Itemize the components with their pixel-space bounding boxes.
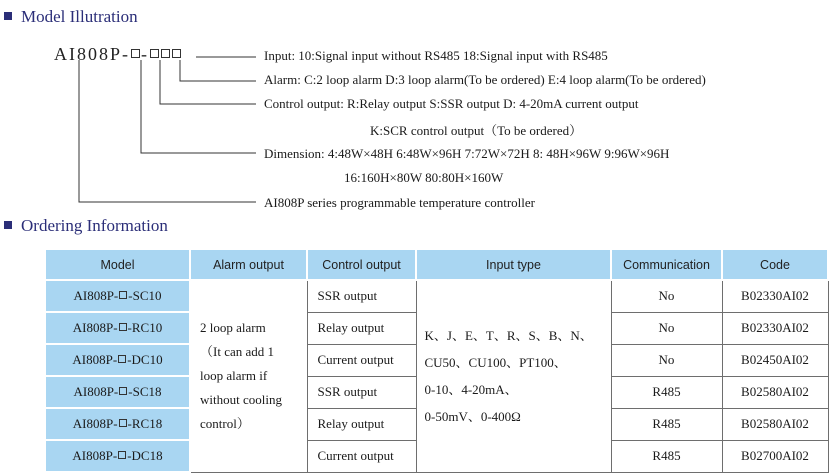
model-cell: AI808P- -RC18 bbox=[45, 408, 190, 440]
model-cell: AI808P- -SC10 bbox=[45, 280, 190, 312]
placeholder-box-icon bbox=[118, 451, 126, 459]
placeholder-box-icon bbox=[119, 291, 127, 299]
control-output-cell: SSR output bbox=[307, 376, 416, 408]
placeholder-box-icon bbox=[119, 387, 127, 395]
ordering-table bbox=[44, 248, 829, 473]
square-bullet-icon bbox=[4, 221, 12, 229]
header-alarm-output: Alarm output bbox=[190, 249, 307, 280]
code-cell: B02580AI02 bbox=[722, 376, 828, 408]
desc-series: AI808P series programmable temperature controller bbox=[264, 195, 535, 210]
table-row bbox=[45, 280, 828, 312]
placeholder-box-icon bbox=[118, 355, 126, 363]
code-cell: B02450AI02 bbox=[722, 344, 828, 376]
desc-control-output-scr: K:SCR control output（To be ordered） bbox=[370, 123, 583, 138]
header-communication: Communication bbox=[611, 249, 722, 280]
section-title-ordering: Ordering Information bbox=[4, 216, 168, 236]
control-output-cell: Current output bbox=[307, 440, 416, 472]
desc-dimension: Dimension: 4:48W×48H 6:48W×96H 7:72W×72H 8: 48H×96W 9:96W×96H bbox=[264, 146, 670, 161]
header-model: Model bbox=[45, 249, 190, 280]
header-code: Code bbox=[722, 249, 828, 280]
desc-input: Input: 10:Signal input without RS485 18:Signal input with RS485 bbox=[264, 48, 608, 63]
model-cell: AI808P- -RC10 bbox=[45, 312, 190, 344]
header-control-output: Control output bbox=[307, 249, 416, 280]
section-title-model: Model Illutration bbox=[4, 7, 138, 27]
placeholder-box-icon bbox=[119, 323, 127, 331]
control-output-cell: Current output bbox=[307, 344, 416, 376]
alarm-output-cell: 2 loop alarm （It can add 1 loop alarm if without cooling control） bbox=[190, 280, 307, 472]
control-output-cell: Relay output bbox=[307, 312, 416, 344]
desc-dimension-more: 16:160H×80W 80:80H×160W bbox=[344, 170, 504, 185]
communication-cell: No bbox=[611, 312, 722, 344]
communication-cell: No bbox=[611, 280, 722, 312]
control-output-cell: Relay output bbox=[307, 408, 416, 440]
communication-cell: R485 bbox=[611, 408, 722, 440]
desc-alarm: Alarm: C:2 loop alarm D:3 loop alarm(To be ordered) E:4 loop alarm(To be ordered) bbox=[264, 72, 706, 87]
model-cell: AI808P- -SC18 bbox=[45, 376, 190, 408]
code-cell: B02330AI02 bbox=[722, 280, 828, 312]
communication-cell: No bbox=[611, 344, 722, 376]
input-type-cell: K、J、E、T、R、S、B、N、 CU50、CU100、PT100、 0-10、4-20mA、 0-50mV、0-400Ω bbox=[416, 280, 611, 472]
code-cell: B02700AI02 bbox=[722, 440, 828, 472]
table-header-row bbox=[45, 249, 828, 280]
communication-cell: R485 bbox=[611, 440, 722, 472]
code-cell: B02330AI02 bbox=[722, 312, 828, 344]
control-output-cell: SSR output bbox=[307, 280, 416, 312]
model-cell: AI808P- -DC10 bbox=[45, 344, 190, 376]
placeholder-box-icon bbox=[119, 419, 127, 427]
communication-cell: R485 bbox=[611, 376, 722, 408]
header-input-type: Input type bbox=[416, 249, 611, 280]
model-cell: AI808P- -DC18 bbox=[45, 440, 190, 472]
model-code: AI808P- - bbox=[54, 44, 182, 65]
desc-control-output: Control output: R:Relay output S:SSR output D: 4-20mA current output bbox=[264, 96, 639, 111]
code-cell: B02580AI02 bbox=[722, 408, 828, 440]
